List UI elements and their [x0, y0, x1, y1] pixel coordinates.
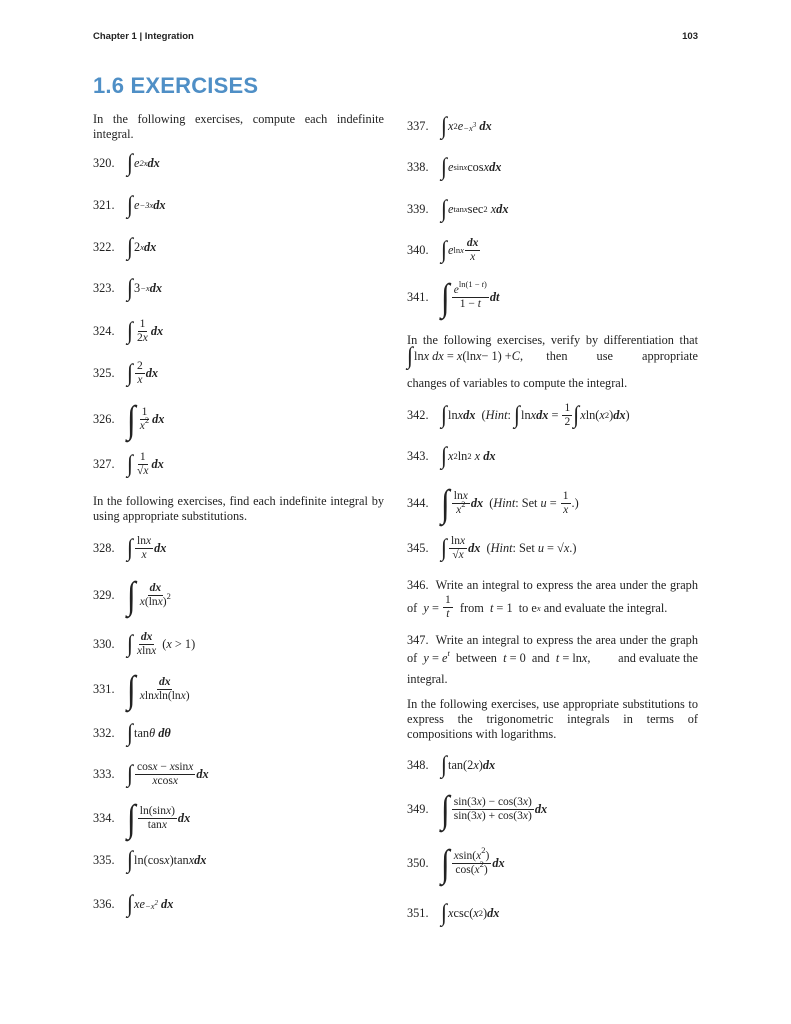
exercise-323: 323. ∫ 3 −x dx — [93, 273, 162, 302]
exercise-326: 326. ∫ $\frac{1}{x^2}$ dx — [93, 397, 165, 441]
intro-verify-tail: then use appropriate — [546, 348, 698, 363]
exercise-328: 328. ∫ $\frac{\ln x}{x}$ dx — [93, 533, 167, 562]
exercise-number: 349. — [407, 801, 429, 816]
exercise-number: 341. — [407, 289, 429, 304]
exercise-348: 348. ∫ tan(2 x ) dx — [407, 750, 496, 779]
text-evaluate: and evaluate the — [618, 651, 698, 665]
intro-verify-line3: changes of variables to compute the integral. — [407, 376, 628, 390]
exercise-343: 343. ∫ x 2 ln 2 x dx — [407, 441, 496, 470]
intro-logarithms: In the following exercises, use appropriate substitutions to express the trigonometric integrals in terms of compositions with logarithms. — [407, 697, 698, 741]
exercise-349: 349. ∫ $\frac{\sin(3x) - \cos(3x)}{\sin(3x) + \cos(3x)}$ dx — [407, 787, 548, 831]
text-to: to e — [518, 600, 537, 615]
exercise-number: 346. — [407, 578, 429, 592]
exercise-337: 337. ∫ x 2 e $-x^3$ dx — [407, 111, 492, 140]
exercise-322: 322. ∫ 2 x dx — [93, 232, 157, 261]
exercise-340: 340. ∫ e lnx $\frac{dx}{x}$ — [407, 235, 479, 264]
exercise-number: 347. — [407, 633, 429, 647]
exercise-329: 329. ∫ $\frac{dx}{x(\ln x)^2}$ — [93, 573, 171, 617]
exercise-321: 321. ∫ e −3x dx — [93, 190, 166, 219]
intro-verify-line2: ∫ ln x dx = x (ln x − 1) + C , then use appropriate — [407, 341, 698, 370]
exercise-346: 346. Write an integral to express the area under the graph of y = $\frac{1}{t}$ from t = 1 to e x and evaluate the integral. — [407, 578, 698, 620]
exercise-number: 334. — [93, 810, 115, 825]
exercise-number: 351. — [407, 905, 429, 920]
section-title: 1.6 EXERCISES — [93, 73, 259, 98]
exercise-number: 343. — [407, 448, 429, 463]
exercise-number: 350. — [407, 855, 429, 870]
exercise-330: 330. ∫ $\frac{dx}{xlnx}$ ( x > 1) — [93, 629, 196, 658]
exercise-number: 335. — [93, 852, 115, 867]
intro-substitution: In the following exercises, find each indefinite integral by using appropriate substitutions. — [93, 494, 384, 523]
text-integral: integral. — [407, 672, 448, 686]
exercise-number: 333. — [93, 766, 115, 781]
exercise-number: 342. — [407, 407, 429, 422]
exercise-number: 348. — [407, 757, 429, 772]
intro-compute: In the following exercises, compute each indefinite integral. — [93, 112, 384, 141]
exercise-number: 322. — [93, 239, 115, 254]
exercise-350: 350. ∫ $\frac{xsin(x^2)}{\cos(x^2)}$ dx — [407, 841, 505, 885]
exercise-number: 330. — [93, 636, 115, 651]
exercise-336: 336. ∫ xe $-x^2$ dx — [93, 889, 174, 918]
page-number: 103 — [682, 31, 698, 42]
exercise-325: 325. ∫ $\frac{2}{x}$ dx — [93, 358, 159, 387]
exercise-number: 339. — [407, 201, 429, 216]
text-of: of — [407, 651, 418, 665]
text-from: from — [459, 600, 484, 615]
exercise-number: 344. — [407, 495, 429, 510]
exercise-345: 345. ∫ $\frac{\ln x}{√x}$ dx ( Hint : Set u = √ x .) — [407, 533, 577, 562]
exercise-number: 332. — [93, 725, 115, 740]
exercise-324: 324. ∫ $\frac{1}{2x}$ dx — [93, 316, 164, 345]
exercise-331: 331. ∫ $\frac{dx}{\text{xlnxln(lnx)}}$ — [93, 667, 190, 711]
text-between: between — [455, 651, 497, 665]
exercise-334: 334. ∫ $\frac{\ln(\sin x)}{\tan x}$ dx — [93, 796, 191, 840]
exercise-number: 328. — [93, 540, 115, 555]
exercise-number: 329. — [93, 587, 115, 602]
exercise-327: 327. ∫ $\frac{1}{√x}$ dx — [93, 449, 164, 478]
exercise-347: 347. Write an integral to express the area under the graph of $y = e^t$ between t = 0 and t = lnx, and evaluate the integral. — [407, 633, 698, 686]
exercise-351: 351. ∫ x csc( x 2 ) dx — [407, 898, 500, 927]
exercise-341: 341. ∫ $\frac{e^{ln(1 - t)}}{1 - t}$ dt — [407, 275, 500, 319]
exercise-number: 320. — [93, 155, 115, 170]
exercise-number: 321. — [93, 197, 115, 212]
exercise-number: 337. — [407, 118, 429, 133]
text-of: of — [407, 600, 418, 615]
exercise-number: 326. — [93, 411, 115, 426]
exercise-number: 345. — [407, 540, 429, 555]
exercise-text: Write an integral to express the area under the graph — [435, 633, 698, 647]
exercise-number: 325. — [93, 365, 115, 380]
exercise-332: 332. ∫ tan θ dθ — [93, 718, 171, 747]
exercise-number: 327. — [93, 456, 115, 471]
hint-label: Hint — [485, 407, 508, 422]
exercise-320: 320. ∫ e 2x dx — [93, 148, 160, 177]
exercise-number: 340. — [407, 242, 429, 257]
exercise-333: 333. ∫ $\frac{\cos x - xsinx}{xcosx}$ dx — [93, 759, 209, 788]
text-evaluate: and evaluate the integral. — [543, 600, 668, 615]
exercise-335: 335. ∫ ln(cos x )tan x dx — [93, 845, 207, 874]
exercise-number: 338. — [407, 159, 429, 174]
exercise-342: 342. ∫ ln x dx ( Hint : ∫ ln x dx = $\frac{1}{2}$ ∫ x ln( x 2 ) dx ) — [407, 400, 630, 429]
exercise-344: 344. ∫ $\frac{\ln x}{x^2}$ dx ( Hint : Set u = $\frac{1}{x}$ .) — [407, 481, 579, 525]
text-and: and — [531, 651, 550, 665]
exercise-339: 339. ∫ e tanx sec 2 x dx — [407, 194, 509, 223]
set-label: Set — [519, 540, 535, 555]
exercise-number: 331. — [93, 681, 115, 696]
exercise-number: 323. — [93, 280, 115, 295]
exercise-338: 338. ∫ e sinx cos x dx — [407, 152, 502, 181]
exercise-text: Write an integral to express the area under the graph — [435, 578, 698, 592]
exercise-number: 336. — [93, 896, 115, 911]
exercise-number: 324. — [93, 323, 115, 338]
chapter-header: Chapter 1 | Integration — [93, 31, 194, 42]
intro-verify-line1: In the following exercises, verify by differentiation that — [407, 333, 698, 347]
